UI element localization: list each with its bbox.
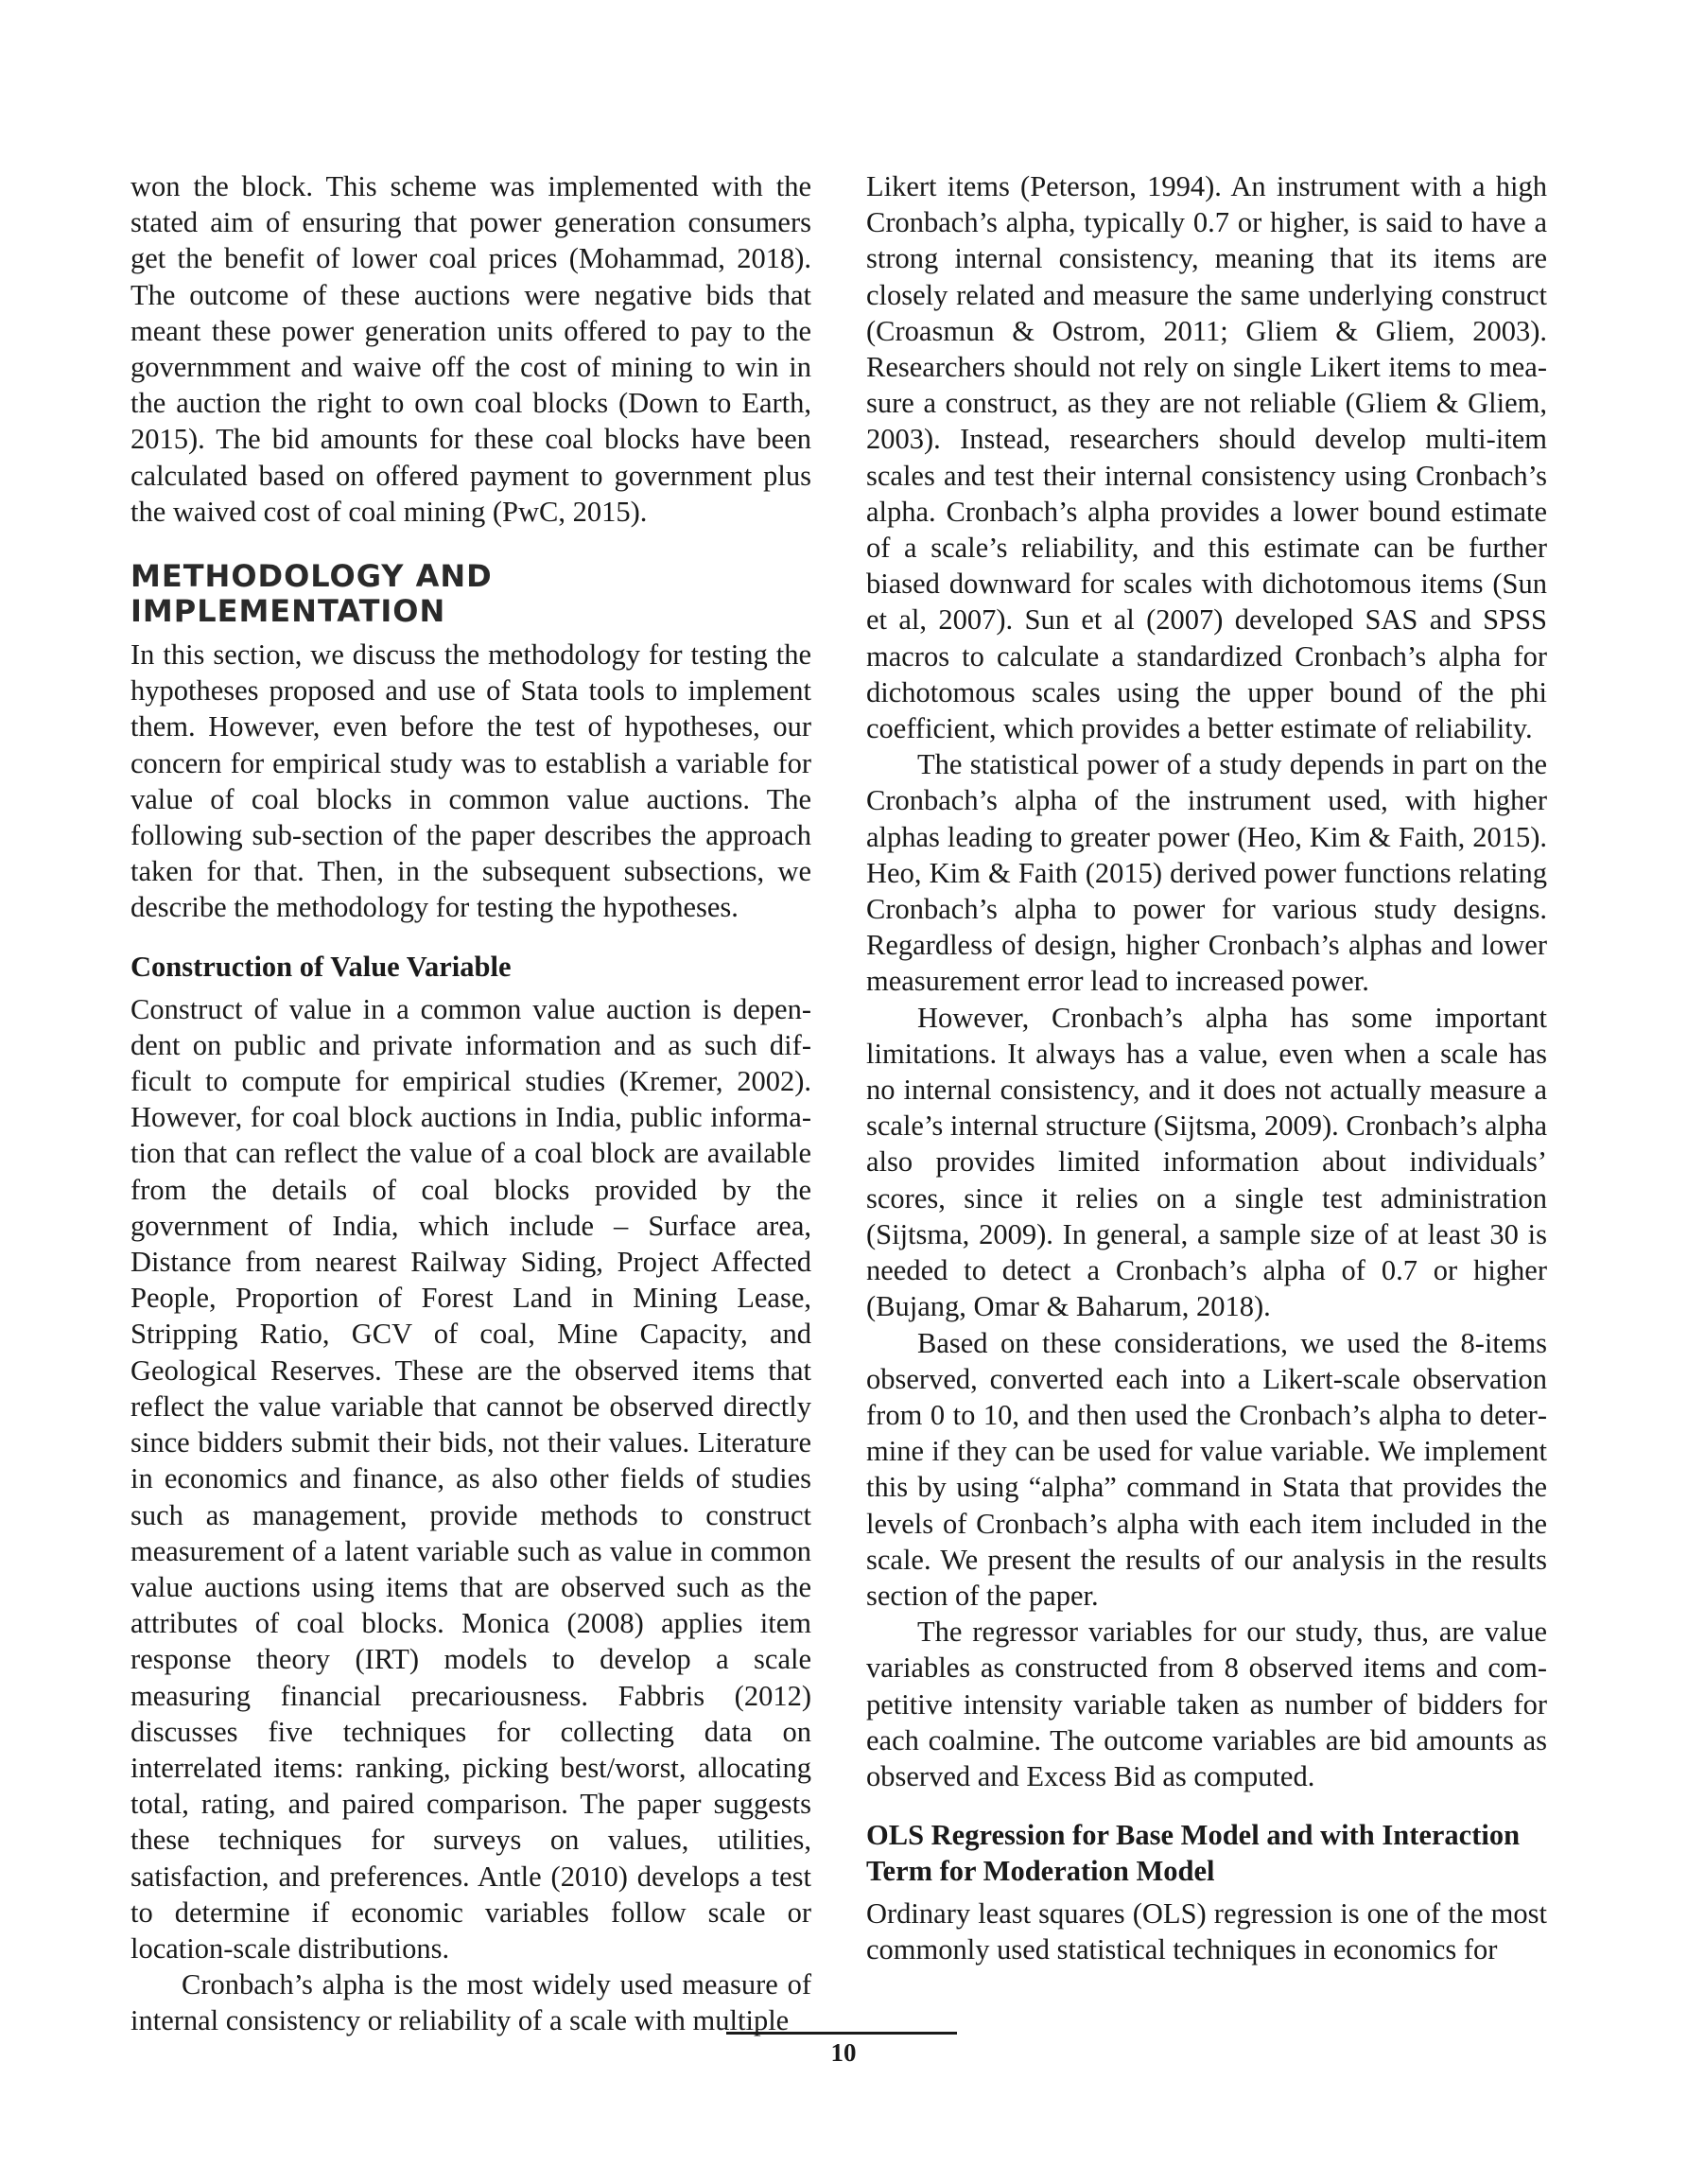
left-column — [130, 168, 811, 2039]
subsection-heading — [866, 1817, 1547, 1889]
paragraph: won the block. This scheme was implemented with the stated aim of ensuring that power generation consumers get the benefit of lower coal prices (Mohammad, 2018). The outcome of these auctions were negative bids that meant these power generation units offered to pay to the governmment and waive off the cost of mining to win in the auction the right to own coal blocks (Down to Earth, 2015). The bid amounts for these coal blocks have been calculated based on offered payment to government plus the waived cost of coal mining (PwC, 2015). — [130, 170, 811, 528]
right-column — [866, 168, 1547, 1968]
subsection-heading-line: OLS Regression for Base Model and with Interaction — [866, 1819, 1521, 1852]
paragraph: The statistical power of a study depends in part on the Cronbach’s alpha of the instrument used, with higher alphas leading to greater power (Heo, Kim & Faith, 2015). Heo, Kim & Faith (2015) derived power functions relating Cronbach’s alpha to power for various study designs. Regardless of design, higher Cronbach’s alphas and lower measurement error lead to increased power. — [866, 748, 1547, 998]
paragraph: Construct of value in a common value auction is dependent on public and private information and as such difficult to compute for empirical studies (Kremer, 2002). However, for coal block auctions in India, public information that can reflect the value of a coal block are available from the details of coal blocks provided by the government of India, which include – Surface area, Distance from nearest Railway Siding, Project Affected People, Proportion of Forest Land in Mining Lease, Stripping Ratio, GCV of coal, Mine Capacity, and Geological Reserves. These are the observed items that reflect the value variable that cannot be observed directly since bidders submit their bids, not their values. Literature in economics and finance, as also other fields of studies such as management, provide methods to construct measurement of a latent variable such as value in common value auctions using items that are observed such as the attributes of coal blocks. Monica (2008) applies item response theory (IRT) models to develop a scale measuring financial precariousness. Fabbris (2012) discusses five techniques for collecting data on interrelated items: ranking, picking best/worst, allocating total, rating, and paired comparison. The paper suggests these techniques for surveys on values, utilities, satisfaction, and preferences. Antle (2010) develops a test to determine if economic variables follow scale or location-scale distributions. — [130, 992, 811, 1965]
paragraph: Based on these considerations, we used the 8-items observed, converted each into a Likert-scale observation from 0 to 10, and then used the Cronbach’s alpha to determine if they can be used for value variable. We implement this by using “alpha” command in Stata that provides the levels of Cronbach’s alpha with each item included in the scale. We present the results of our analysis in the results section of the paper. — [866, 1326, 1547, 1612]
subsection-heading: Construction of Value Variable — [130, 950, 512, 983]
section-heading-line: IMPLEMENTATION — [130, 593, 446, 630]
paragraph: Ordinary least squares (OLS) regression is one of the most commonly used statistical techniques in economics for — [866, 1897, 1547, 1966]
section-heading-line: METHODOLOGY AND — [130, 558, 493, 595]
subsection-heading-line: Term for Moderation Model — [866, 1855, 1215, 1888]
paragraph: In this section, we discuss the methodology for testing the hypotheses proposed and use of Stata tools to implement them. However, even before the test of hypotheses, our concern for empirical study was to establish a variable for value of coal blocks in common value auctions. The following sub-section of the paper describes the approach taken for that. Then, in the subsequent subsections, we describe the methodology for testing the hypotheses. — [130, 638, 811, 924]
section-heading — [130, 559, 811, 629]
page-number: 10 — [830, 2038, 857, 2067]
paragraph: However, Cronbach’s alpha has some important limitations. It always has a value, even when a scale has no internal consistency, and it does not actually measure a scale’s internal structure (Sijtsma, 2009). Cronbach’s alpha also provides limited information about individuals’ scores, since it relies on a single test administration (Sijtsma, 2009). In general, a sample size of at least 30 is needed to detect a Cronbach’s alpha of 0.7 or higher (Bujang, Omar & Baharum, 2018). — [866, 1001, 1547, 1323]
footer-rule — [726, 2032, 957, 2035]
paragraph: The regressor variables for our study, thus, are value variables as constructed from 8 observed items and competitive intensity variable taken as number of bidders for each coalmine. The outcome variables are bid amounts as observed and Excess Bid as computed. — [866, 1616, 1547, 1792]
paragraph: Likert items (Peterson, 1994). An instrument with a high Cronbach’s alpha, typically 0.7 or higher, is said to have a strong internal consistency, meaning that its items are closely related and measure the same underlying construct (Croasmun & Ostrom, 2011; Gliem & Gliem, 2003). Researchers should not rely on single Likert items to measure a construct, as they are not reliable (Gliem & Gliem, 2003). Instead, researchers should develop multi-item scales and test their internal consistency using Cronbach’s alpha. Cronbach’s alpha provides a lower bound estimate of a scale’s reliability, and this estimate can be further biased downward for scales with dichotomous items (Sun et al, 2007). Sun et al (2007) developed SAS and SPSS macros to calculate a standardized Cronbach’s alpha for dichotomous scales using the upper bound of the phi coefficient, which provides a better estimate of reliability. — [866, 170, 1547, 745]
paragraph: Cronbach’s alpha is the most widely used measure of internal consistency or reliability of a scale with multiple — [130, 1968, 811, 2037]
